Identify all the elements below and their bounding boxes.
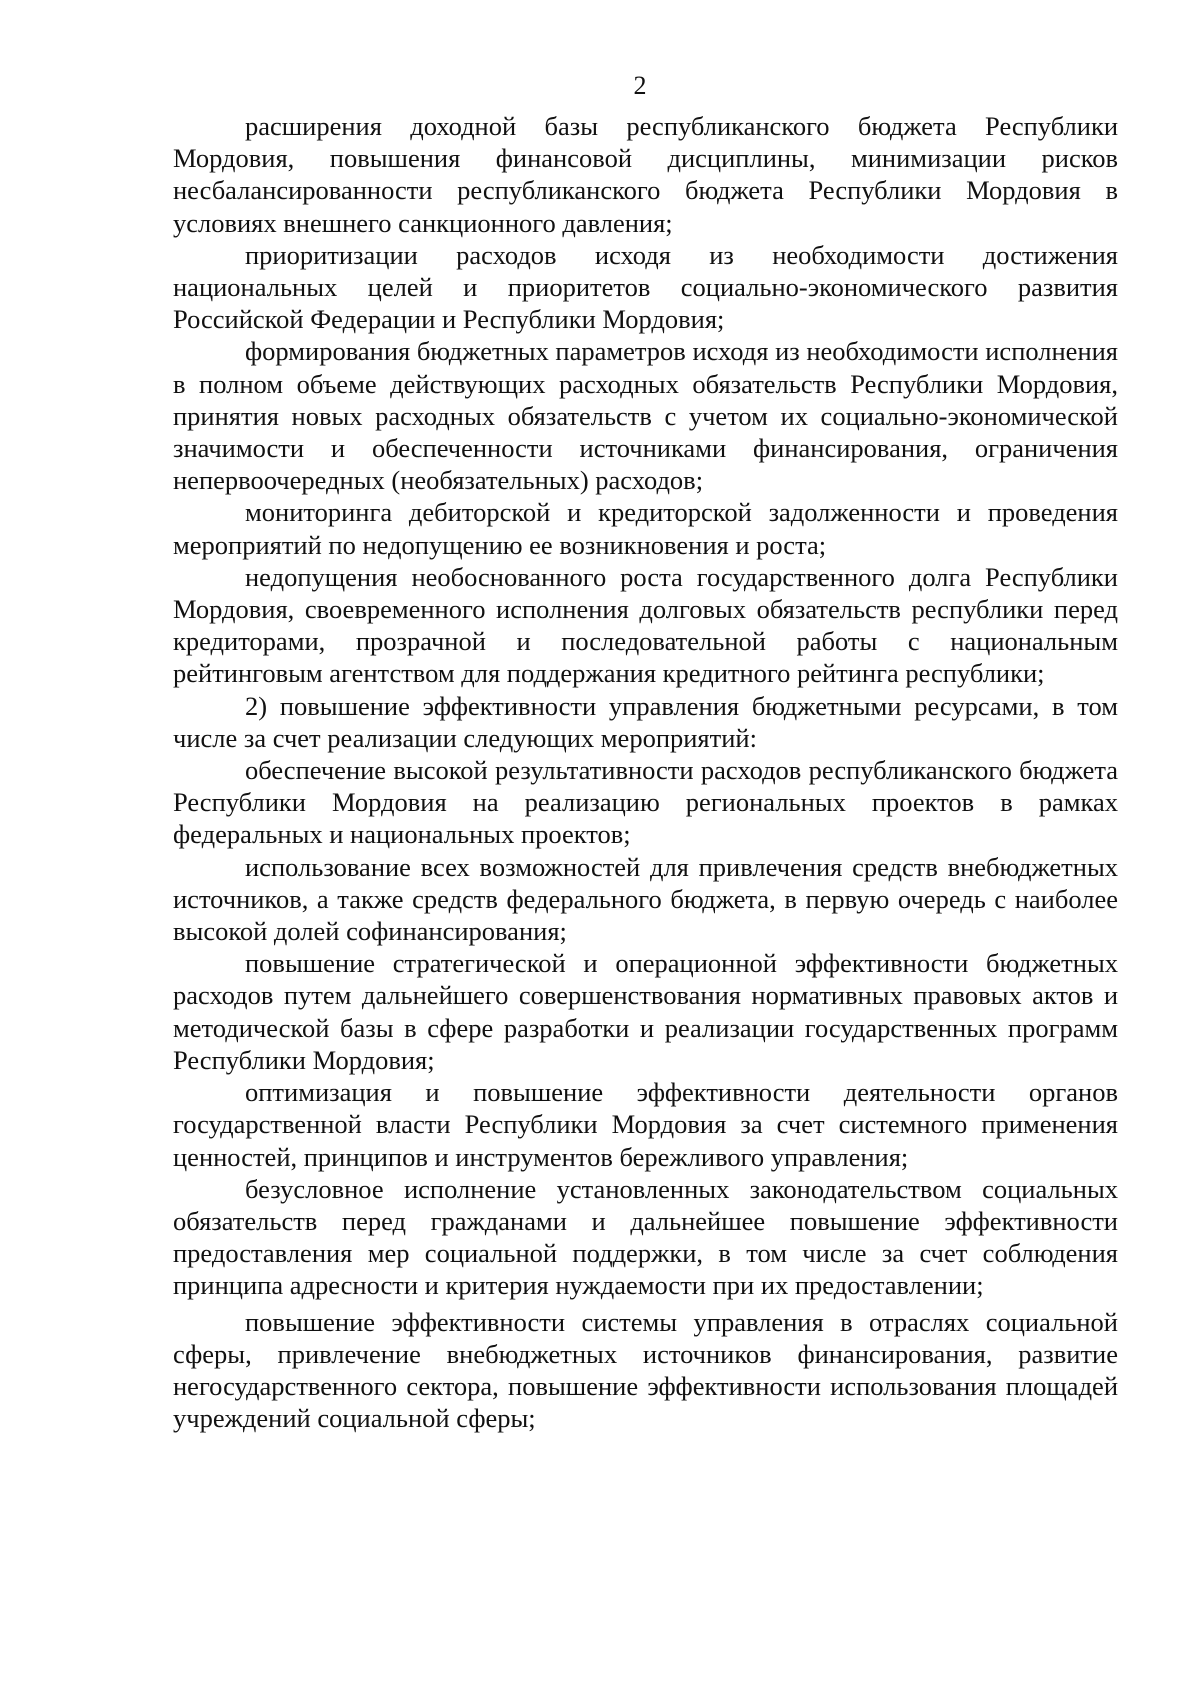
paragraph-state-debt: недопущения необоснованного роста государственного долга Республики Мордовия, своевременного исполнения долговых обязательств республики перед кредиторами, прозрачной и последовательной работы с национальным рейтинговым агентством для поддержания кредитного рейтинга республики; bbox=[173, 561, 1118, 689]
paragraph-debt-monitoring: мониторинга дебиторской и кредиторской задолженности и проведения мероприятий по недопущению ее возникновения и роста; bbox=[173, 497, 1118, 560]
paragraph-regional-projects: обеспечение высокой результативности расходов республиканского бюджета Республики Мордовия на реализацию региональных проектов в рамках федеральных и национальных проектов; bbox=[173, 755, 1118, 850]
page-number: 2 bbox=[633, 71, 647, 100]
document-body bbox=[173, 110, 1118, 1434]
paragraph-strategic-efficiency: повышение стратегической и операционной эффективности бюджетных расходов путем дальнейшего совершенствования нормативных правовых актов и методической базы в сфере разработки и реализации государственных программ Республики Мордовия; bbox=[173, 948, 1118, 1075]
paragraph-lean-management: оптимизация и повышение эффективности деятельности органов государственной власти Республики Мордовия за счет системного применения ценностей, принципов и инструментов бережливого управления; bbox=[173, 1077, 1118, 1172]
paragraph-budget-parameters: формирования бюджетных параметров исходя из необходимости исполнения в полном объеме действующих расходных обязательств Республики Мордовия, принятия новых расходных обязательств с учетом их социально-экономической значимости и обеспеченности источниками финансирования, ограничения непервоочередных (необязательных) расходов; bbox=[173, 336, 1118, 496]
paragraph-prioritization: приоритизации расходов исходя из необходимости достижения национальных целей и приоритетов социально-экономического развития Российской Федерации и Республики Мордовия; bbox=[173, 239, 1118, 335]
paragraph-social-sphere: повышение эффективности системы управления в отраслях социальной сферы, привлечение внебюджетных источников финансирования, развитие негосударственного сектора, повышение эффективности использования площадей учреждений социальной сферы; bbox=[173, 1306, 1118, 1434]
paragraph-revenue-base: расширения доходной базы республиканского бюджета Республики Мордовия, повышения финансовой дисциплины, минимизации рисков несбалансированности республиканского бюджета Республики Мордовия в условиях внешнего санкционного давления; bbox=[173, 111, 1118, 238]
paragraph-extrabudgetary-sources: использование всех возможностей для привлечения средств внебюджетных источников, а также средств федерального бюджета, в первую очередь с наиболее высокой долей софинансирования; bbox=[173, 851, 1118, 947]
paragraph-item-2-heading: 2) повышение эффективности управления бюджетными ресурсами, в том числе за счет реализации следующих мероприятий: bbox=[173, 690, 1118, 753]
paragraph-social-obligations: безусловное исполнение установленных законодательством социальных обязательств перед гражданами и дальнейшее повышение эффективности предоставления мер социальной поддержки, в том числе за счет соблюдения принципа адресности и критерия нуждаемости при их предоставлении; bbox=[173, 1173, 1118, 1301]
